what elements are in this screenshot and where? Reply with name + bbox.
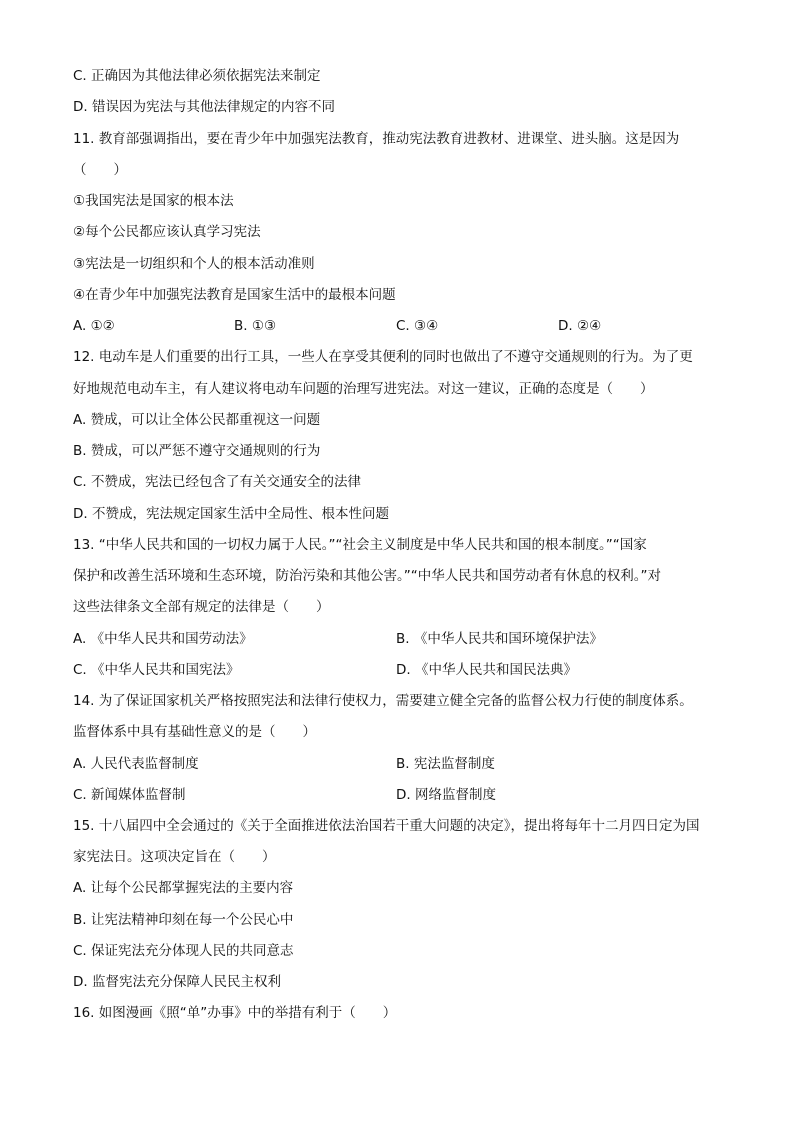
q13-option-b: B. 《中华人民共和国环境保护法》 bbox=[396, 631, 603, 647]
q11-option-d: D. ②④ bbox=[558, 318, 602, 334]
q12-option-d: D. 不赞成，宪法规定国家生活中全局性、根本性问题 bbox=[73, 506, 389, 522]
q15-stem-line1: 15. 十八届四中全会通过的《关于全面推进依法治国若干重大问题的决定》，提出将每年十二月四日定为国 bbox=[73, 818, 700, 834]
q11-stem-line2: （ ） bbox=[73, 162, 127, 178]
q11-option-b: B. ①③ bbox=[234, 318, 277, 334]
q13-stem-line2: 保护和改善生活环境和生态环境，防治污染和其他公害。”“中华人民共和国劳动者有休息的权利。”对 bbox=[73, 568, 661, 584]
q12-option-a: A. 赞成，可以让全体公民都重视这一问题 bbox=[73, 412, 321, 428]
q10-option-d: D. 错误因为宪法与其他法律规定的内容不同 bbox=[73, 99, 335, 115]
q15-stem-line2: 家宪法日。这项决定旨在（ ） bbox=[73, 849, 276, 865]
q11-item-1: ①我国宪法是国家的根本法 bbox=[73, 193, 234, 209]
q11-option-a: A. ①② bbox=[73, 318, 115, 334]
q14-option-b: B. 宪法监督制度 bbox=[396, 756, 495, 772]
q12-option-b: B. 赞成，可以严惩不遵守交通规则的行为 bbox=[73, 443, 321, 459]
q15-option-a: A. 让每个公民都掌握宪法的主要内容 bbox=[73, 880, 294, 896]
q12-option-c: C. 不赞成，宪法已经包含了有关交通安全的法律 bbox=[73, 474, 362, 490]
q14-stem-line1: 14. 为了保证国家机关严格按照宪法和法律行使权力，需要建立健全完备的监督公权力行使的制度体系。 bbox=[73, 693, 693, 709]
q12-stem-line2: 好地规范电动车主，有人建议将电动车问题的治理写进宪法。对这一建议，正确的态度是（ ） bbox=[73, 381, 654, 397]
q14-option-c: C. 新闻媒体监督制 bbox=[73, 787, 186, 803]
q14-option-d: D. 网络监督制度 bbox=[396, 787, 496, 803]
q13-option-a: A. 《中华人民共和国劳动法》 bbox=[73, 631, 253, 647]
q15-option-b: B. 让宪法精神印刻在每一个公民心中 bbox=[73, 912, 294, 928]
q13-stem-line3: 这些法律条文全部有规定的法律是（ ） bbox=[73, 599, 330, 615]
q15-option-c: C. 保证宪法充分体现人民的共同意志 bbox=[73, 943, 294, 959]
q15-option-d: D. 监督宪法充分保障人民民主权利 bbox=[73, 974, 281, 990]
q11-item-2: ②每个公民都应该认真学习宪法 bbox=[73, 224, 261, 240]
q11-item-3: ③宪法是一切组织和个人的根本活动准则 bbox=[73, 256, 315, 272]
q11-stem-line1: 11. 教育部强调指出，要在青少年中加强宪法教育，推动宪法教育进教材、进课堂、进头脑。这是因为 bbox=[73, 131, 680, 147]
q11-item-4: ④在青少年中加强宪法教育是国家生活中的最根本问题 bbox=[73, 287, 396, 303]
q12-stem-line1: 12. 电动车是人们重要的出行工具，一些人在享受其便利的同时也做出了不遵守交通规则的行为。为了更 bbox=[73, 349, 693, 365]
q10-option-c: C. 正确因为其他法律必须依据宪法来制定 bbox=[73, 68, 321, 84]
q14-stem-line2: 监督体系中具有基础性意义的是（ ） bbox=[73, 724, 316, 740]
q11-option-c: C. ③④ bbox=[396, 318, 439, 334]
q13-option-c: C. 《中华人民共和国宪法》 bbox=[73, 662, 240, 678]
q13-option-d: D. 《中华人民共和国民法典》 bbox=[396, 662, 577, 678]
q13-stem-line1: 13. “中华人民共和国的一切权力属于人民。”“社会主义制度是中华人民共和国的根本制度。”“国家 bbox=[73, 537, 647, 553]
q16-stem-line1: 16. 如图漫画《照“单”办事》中的举措有利于（ ） bbox=[73, 1005, 397, 1021]
q14-option-a: A. 人民代表监督制度 bbox=[73, 756, 199, 772]
